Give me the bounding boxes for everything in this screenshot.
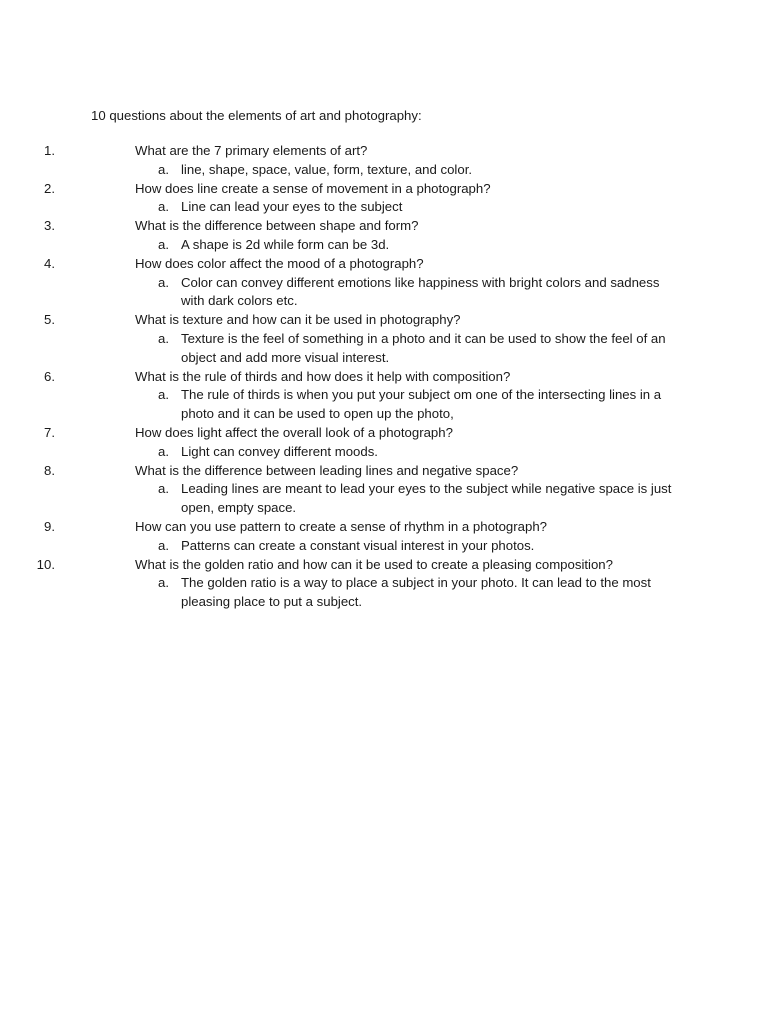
question-number: 10. — [36, 556, 55, 572]
answer — [0, 330, 681, 368]
answer-marker: a. — [158, 330, 169, 346]
question-number: 1. — [44, 143, 55, 158]
answer — [0, 574, 681, 612]
question — [0, 518, 695, 537]
answer-marker: a. — [158, 537, 169, 553]
qa-item — [0, 180, 768, 218]
question-text: How does color affect the mood of a photograph? — [135, 255, 424, 271]
answer-text: Patterns can create a constant visual interest in your photos. — [181, 537, 535, 553]
answer-marker: a. — [158, 575, 169, 591]
question — [0, 142, 695, 161]
question-text: What is the rule of thirds and how does it help with composition? — [135, 368, 511, 384]
answer-text: The rule of thirds is when you put your subject om one of the intersecting lines in a photo and it can be used to open up the photo, — [181, 387, 662, 422]
question — [0, 462, 695, 481]
question-text: What is the difference between shape and form? — [135, 218, 419, 234]
question-number: 9. — [44, 518, 55, 534]
answer-marker: a. — [158, 481, 169, 497]
answer-text: line, shape, space, value, form, texture, and color. — [181, 161, 473, 177]
question-text: What is texture and how can it be used in photography? — [135, 312, 461, 328]
answer-marker: a. — [158, 387, 169, 403]
qa-item — [0, 142, 768, 180]
answer-text: Leading lines are meant to lead your eyes to the subject while negative space is just open, empty space. — [181, 481, 672, 516]
answer — [0, 274, 681, 312]
answer — [0, 161, 681, 180]
question-number: 5. — [44, 312, 55, 328]
question — [0, 180, 695, 199]
answer-text: Light can convey different moods. — [181, 443, 378, 459]
question-number: 2. — [44, 180, 55, 196]
document-title: 10 questions about the elements of art and photography: — [91, 108, 422, 123]
answer-marker: a. — [158, 199, 169, 215]
qa-item — [0, 217, 768, 255]
question-list — [0, 142, 768, 612]
question — [0, 556, 695, 575]
question — [0, 217, 695, 236]
answer-text: The golden ratio is a way to place a subject in your photo. It can lead to the most pleasing place to put a subject. — [181, 575, 651, 610]
answer — [0, 236, 681, 255]
answer-text: Line can lead your eyes to the subject — [181, 199, 403, 215]
question-number: 3. — [44, 218, 55, 234]
answer — [0, 198, 681, 217]
question-number: 6. — [44, 368, 55, 384]
answer — [0, 480, 681, 518]
question-text: How does line create a sense of movement in a photograph? — [135, 180, 491, 196]
qa-item — [0, 424, 768, 462]
qa-item — [0, 368, 768, 424]
answer-marker: a. — [158, 274, 169, 290]
question-text: What is the golden ratio and how can it be used to create a pleasing composition? — [135, 556, 613, 572]
answer-marker: a. — [158, 443, 169, 459]
answer — [0, 443, 681, 462]
answer-marker: a. — [158, 236, 169, 252]
answer-text: Color can convey different emotions like happiness with bright colors and sadness with dark colors etc. — [181, 274, 660, 309]
question-text: What is the difference between leading lines and negative space? — [135, 462, 519, 478]
answer-text: Texture is the feel of something in a photo and it can be used to show the feel of an object and add more visual interest. — [181, 330, 666, 365]
answer-text: A shape is 2d while form can be 3d. — [181, 236, 390, 252]
question — [0, 424, 695, 443]
qa-item — [0, 255, 768, 311]
question-text: What are the 7 primary elements of art? — [135, 143, 368, 158]
qa-item — [0, 556, 768, 612]
question — [0, 255, 695, 274]
question-number: 7. — [44, 424, 55, 440]
question — [0, 368, 695, 387]
question-text: How does light affect the overall look of a photograph? — [135, 424, 453, 440]
qa-item — [0, 518, 768, 556]
answer — [0, 386, 681, 424]
question-number: 8. — [44, 462, 55, 478]
qa-item — [0, 462, 768, 518]
answer — [0, 537, 681, 556]
question-text: How can you use pattern to create a sense of rhythm in a photograph? — [135, 518, 547, 534]
qa-item — [0, 311, 768, 367]
question-number: 4. — [44, 255, 55, 271]
question — [0, 311, 695, 330]
answer-marker: a. — [158, 161, 169, 177]
